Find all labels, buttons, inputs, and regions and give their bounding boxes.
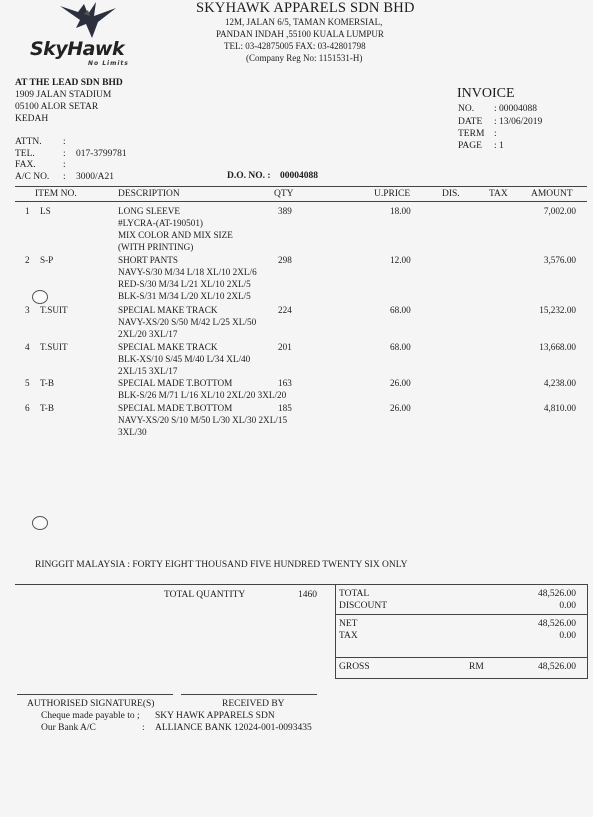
discount-value: 0.00 bbox=[559, 601, 576, 611]
item-amount: 15,232.00 bbox=[539, 305, 576, 315]
invoice-term-label: TERM bbox=[458, 129, 485, 139]
item-amount: 13,668.00 bbox=[539, 342, 576, 352]
totals-top-rule bbox=[15, 584, 587, 585]
table-header-rule bbox=[15, 201, 587, 202]
do-label: D.O. NO. : bbox=[227, 171, 271, 181]
col-item: ITEM NO. bbox=[35, 189, 77, 199]
net-value: 48,526.00 bbox=[538, 619, 576, 629]
col-tax: TAX bbox=[489, 189, 508, 199]
gross-label: GROSS bbox=[339, 662, 370, 672]
item-code: T.SUIT bbox=[40, 342, 68, 352]
item-qty: 298 bbox=[278, 255, 292, 265]
bank-account-label: Our Bank A/C bbox=[41, 723, 96, 733]
item-description-line: RED-S/30 M/34 L/21 XL/10 2XL/5 bbox=[118, 279, 251, 289]
item-qty: 224 bbox=[278, 305, 292, 315]
item-number: 6 bbox=[25, 403, 30, 413]
punch-hole-icon bbox=[32, 290, 48, 304]
company-reg-no: (Company Reg No: 1151531-H) bbox=[246, 53, 363, 63]
authorised-signature-line bbox=[17, 694, 173, 695]
item-number: 1 bbox=[25, 206, 30, 216]
customer-name: AT THE LEAD SDN BHD bbox=[15, 78, 123, 88]
customer-address-2: 05100 ALOR SETAR bbox=[15, 102, 99, 112]
item-description-line: 2XL/15 3XL/17 bbox=[118, 366, 178, 376]
item-qty: 163 bbox=[278, 378, 292, 388]
invoice-term-value: : bbox=[494, 129, 497, 139]
discount-label: DISCOUNT bbox=[339, 601, 388, 611]
bank-account-sep: : bbox=[142, 723, 145, 733]
total-label: TOTAL bbox=[339, 589, 370, 599]
invoice-date-label: DATE bbox=[458, 117, 483, 127]
item-code: T.SUIT bbox=[40, 305, 68, 315]
amount-in-words: RINGGIT MALAYSIA : FORTY EIGHT THOUSAND FIVE HUNDRED TWENTY SIX ONLY bbox=[35, 560, 408, 570]
item-qty: 389 bbox=[278, 206, 292, 216]
col-uprice: U.PRICE bbox=[374, 189, 411, 199]
item-number: 4 bbox=[25, 342, 30, 352]
total-value: 48,526.00 bbox=[538, 589, 576, 599]
item-description-line: BLK-S/31 M/34 L/20 XL/10 2XL/5 bbox=[118, 291, 251, 301]
item-amount: 4,238.00 bbox=[543, 378, 576, 388]
item-code: T-B bbox=[40, 378, 54, 388]
invoice-date-value: : 13/06/2019 bbox=[494, 117, 543, 127]
col-dis: DIS. bbox=[442, 189, 460, 199]
item-unit-price: 68.00 bbox=[390, 305, 411, 315]
item-description-line: 2XL/20 3XL/17 bbox=[118, 329, 178, 339]
totals-box-left bbox=[335, 584, 336, 679]
tel-value: 017-3799781 bbox=[76, 149, 127, 159]
item-code: T-B bbox=[40, 403, 54, 413]
item-description-line: SPECIAL MAKE TRACK bbox=[118, 305, 218, 315]
item-code: LS bbox=[40, 206, 51, 216]
item-description-line: SPECIAL MADE T.BOTTOM bbox=[118, 403, 233, 413]
item-description-line: SPECIAL MADE T.BOTTOM bbox=[118, 378, 233, 388]
invoice-title: INVOICE bbox=[457, 86, 515, 101]
invoice-page-value: : 1 bbox=[494, 141, 504, 151]
tel-label: TEL. bbox=[15, 149, 35, 159]
fax-sep: : bbox=[63, 160, 66, 170]
col-qty: QTY bbox=[274, 189, 294, 199]
item-unit-price: 26.00 bbox=[390, 403, 411, 413]
item-description-line: (WITH PRINTING) bbox=[118, 242, 194, 252]
item-description-line: NAVY-XS/20 S/10 M/50 L/30 XL/30 2XL/15 bbox=[118, 415, 288, 425]
logo-wordmark: SkyHawk bbox=[30, 38, 125, 60]
tax-value: 0.00 bbox=[559, 631, 576, 641]
item-description-line: NAVY-S/30 M/34 L/18 XL/10 2XL/6 bbox=[118, 267, 257, 277]
col-amount: AMOUNT bbox=[531, 189, 573, 199]
total-quantity-label: TOTAL QUANTITY bbox=[164, 590, 246, 600]
item-amount: 4,810.00 bbox=[543, 403, 576, 413]
acno-label: A/C NO. bbox=[15, 172, 50, 182]
hawk-logo-icon bbox=[58, 0, 118, 40]
authorised-signature-label: AUTHORISED SIGNATURE(S) bbox=[27, 699, 155, 709]
cheque-payable-value: SKY HAWK APPARELS SDN bbox=[155, 711, 275, 721]
totals-box-right bbox=[587, 584, 588, 679]
tel-sep: : bbox=[63, 149, 66, 159]
item-number: 5 bbox=[25, 378, 30, 388]
net-label: NET bbox=[339, 619, 358, 629]
cheque-payable-label: Cheque made payable to ; bbox=[41, 711, 140, 721]
company-name: SKYHAWK APPARELS SDN BHD bbox=[196, 0, 415, 16]
item-qty: 201 bbox=[278, 342, 292, 352]
item-unit-price: 26.00 bbox=[390, 378, 411, 388]
table-top-rule bbox=[15, 186, 587, 187]
item-description-line: LONG SLEEVE bbox=[118, 206, 181, 216]
fax-label: FAX. bbox=[15, 160, 36, 170]
item-description-line: NAVY-XS/20 S/50 M/42 L/25 XL/50 bbox=[118, 317, 257, 327]
item-number: 3 bbox=[25, 305, 30, 315]
item-qty: 185 bbox=[278, 403, 292, 413]
attn-sep: : bbox=[63, 137, 66, 147]
invoice-no-value: : 00004088 bbox=[494, 104, 538, 114]
totals-box-rule-2 bbox=[335, 657, 588, 658]
item-description-line: #LYCRA-(AT-190501) bbox=[118, 218, 203, 228]
customer-address-1: 1909 JALAN STADIUM bbox=[15, 90, 112, 100]
totals-box-bottom bbox=[335, 678, 588, 679]
do-value: 00004088 bbox=[280, 171, 318, 181]
item-description-line: 3XL/30 bbox=[118, 427, 147, 437]
item-unit-price: 68.00 bbox=[390, 342, 411, 352]
item-description-line: SHORT PANTS bbox=[118, 255, 178, 265]
invoice-page-label: PAGE bbox=[458, 141, 482, 151]
attn-label: ATTN. bbox=[15, 137, 42, 147]
item-description-line: MIX COLOR AND MIX SIZE bbox=[118, 230, 233, 240]
acno-sep: : bbox=[63, 172, 66, 182]
item-amount: 3,576.00 bbox=[543, 255, 576, 265]
punch-hole-icon bbox=[32, 516, 48, 530]
received-by-label: RECEIVED BY bbox=[222, 699, 285, 709]
item-unit-price: 12.00 bbox=[390, 255, 411, 265]
item-description-line: SPECIAL MAKE TRACK bbox=[118, 342, 218, 352]
invoice-no-label: NO. bbox=[458, 104, 475, 114]
acno-value: 3000/A21 bbox=[76, 172, 114, 182]
company-address-2: PANDAN INDAH ,55100 KUALA LUMPUR bbox=[216, 29, 384, 39]
customer-address-3: KEDAH bbox=[15, 114, 49, 124]
col-description: DESCRIPTION bbox=[118, 189, 180, 199]
item-description-line: BLK-S/26 M/71 L/16 XL/10 2XL/20 3XL/20 bbox=[118, 390, 287, 400]
company-phone-fax: TEL: 03-42875005 FAX: 03-42801798 bbox=[224, 41, 366, 51]
item-description-line: BLK-XS/10 S/45 M/40 L/34 XL/40 bbox=[118, 354, 251, 364]
item-number: 2 bbox=[25, 255, 30, 265]
item-amount: 7,002.00 bbox=[543, 206, 576, 216]
bank-account-value: ALLIANCE BANK 12024-001-0093435 bbox=[155, 723, 312, 733]
logo-tagline: No Limits bbox=[88, 60, 129, 67]
received-by-line bbox=[181, 694, 317, 695]
company-address-1: 12M, JALAN 6/5, TAMAN KOMERSIAL, bbox=[225, 17, 383, 27]
tax-label: TAX bbox=[339, 631, 358, 641]
gross-value: 48,526.00 bbox=[538, 662, 576, 672]
item-unit-price: 18.00 bbox=[390, 206, 411, 216]
item-code: S-P bbox=[40, 255, 54, 265]
totals-box-rule-1 bbox=[335, 614, 588, 615]
total-quantity-value: 1460 bbox=[298, 590, 317, 600]
gross-currency: RM bbox=[469, 662, 484, 672]
